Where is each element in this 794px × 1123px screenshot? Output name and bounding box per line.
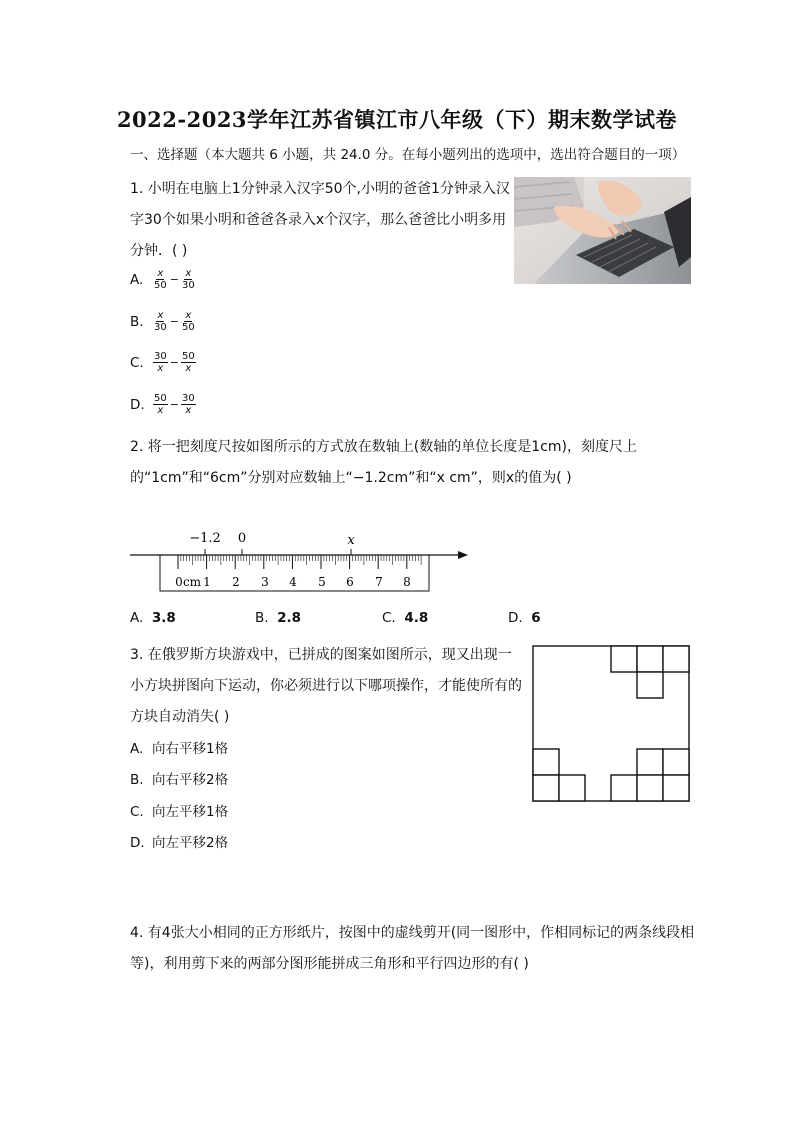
question-3-text: 3. 在俄罗斯方块游戏中，已拼成的图案如图所示，现又出现一小方块拼图向下运动，你必须进行以下哪项操作，才能使所有的方块自动消失( ) [130,647,522,725]
q3-option-d[interactable]: D. 向左平移2格 [130,835,229,851]
q1-option-d[interactable]: D. $\frac{50}{x}$ − $\frac{30}{x}$ [130,393,195,416]
ruler-label-8: 8 [403,575,411,589]
q2-option-d[interactable]: D. 6 [508,610,541,626]
axis-label-x: x [347,533,355,548]
tetris-figure [532,645,692,809]
ruler-label-0: 0 [175,575,183,589]
tetris-bottom-blocks [533,749,689,801]
q2-option-c[interactable]: C. 4.8 [382,610,429,626]
ruler-ticks [178,549,421,569]
q2-option-b[interactable]: B. 2.8 [255,610,302,626]
page-title: 2022-2023学年江苏省镇江市八年级（下）期末数学试卷 [116,107,678,132]
ruler-number-line-figure [128,522,473,598]
q1-option-a[interactable]: A. $\frac{x}{50}$ − $\frac{x}{30}$ [130,268,195,291]
typing-laptop-photo [514,177,691,284]
arrow-head-icon [458,551,468,559]
question-4-text: 4. 有4张大小相同的正方形纸片，按图中的虚线剪开(同一图形中，作相同标记的两条线段相等)，利用剪下来的两部分图形能拼成三角形和平行四边形的有( ) [130,925,695,972]
q3-option-c[interactable]: C. 向左平移1格 [130,804,229,820]
section-heading: 一、选择题（本大题共 6 小题，共 24.0 分。在每小题列出的选项中，选出符合题目的一项） [130,147,686,163]
ruler-label-3: 3 [261,575,269,589]
q3-option-a[interactable]: A. 向右平移1格 [130,741,229,757]
q2-option-a[interactable]: A. 3.8 [130,610,176,626]
ruler-label-1: 1 [203,575,211,589]
ruler-label-7: 7 [375,575,383,589]
ruler-label-2: 2 [232,575,240,589]
q3-option-b[interactable]: B. 向右平移2格 [130,772,229,788]
question-2-text: 2. 将一把刻度尺按如图所示的方式放在数轴上(数轴的单位长度是1cm)，刻度尺上的“1cm”和“6cm”分别对应数轴上“−1.2cm”和“x cm”，则x的值为( ) [130,439,637,486]
axis-label-minus-1-2: −1.2 [189,531,221,546]
axis-label-zero: 0 [237,531,247,546]
ruler-label-cm: cm [182,575,202,589]
ruler-label-6: 6 [346,575,354,589]
q1-option-b[interactable]: B. $\frac{x}{30}$ − $\frac{x}{50}$ [130,310,195,333]
ruler-label-5: 5 [318,575,326,589]
tetris-falling-piece [611,646,689,698]
q1-option-c[interactable]: C. $\frac{30}{x}$ − $\frac{50}{x}$ [130,351,195,374]
ruler-label-4: 4 [289,575,297,589]
question-1-text: 1. 小明在电脑上1分钟录入汉字50个,小明的爸爸1分钟录入汉字30个如果小明和爸爸各录入x个汉字，那么爸爸比小明多用分钟．( ) [130,181,510,259]
